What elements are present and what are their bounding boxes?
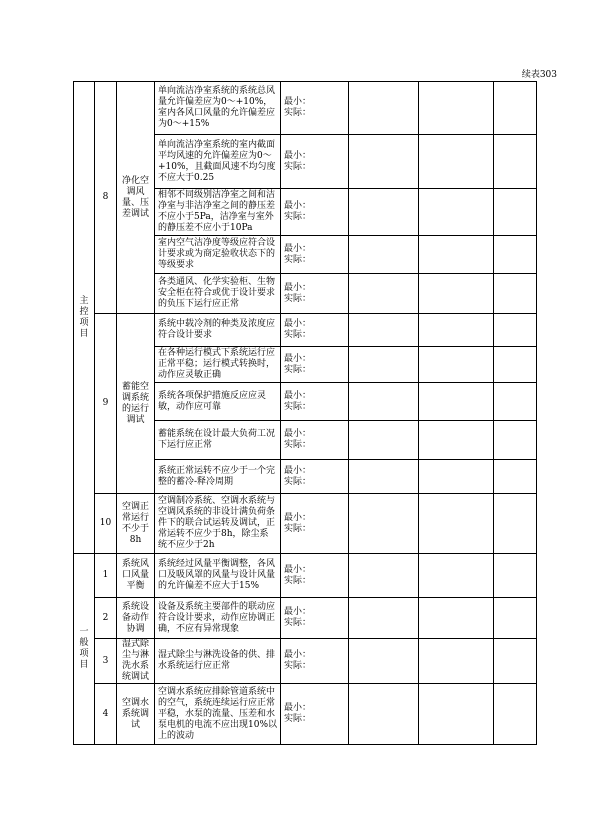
item-number: 8 (95, 82, 117, 314)
requirement-text: 空调制冷系统、空调水系统与空调风系统的非设计满负荷条件下的联合试运转及调试，正常运转不应少于8h，除尘系统不应少于2h (155, 494, 281, 554)
section-title-text: 主控项目 (79, 295, 89, 339)
min-label: 最小： (284, 703, 312, 713)
min-label: 最小： (284, 353, 312, 364)
result-cell-a[interactable] (349, 189, 419, 236)
result-cell-b[interactable] (419, 383, 494, 421)
actual-label: 实际： (284, 254, 312, 265)
section-title-text: 一般项目 (79, 627, 89, 670)
actual-label: 实际： (284, 618, 312, 628)
result-cell-b[interactable] (419, 189, 494, 236)
measurement-cell[interactable] (281, 383, 349, 421)
item-number: 10 (95, 494, 117, 554)
result-cell-c[interactable] (494, 236, 537, 274)
actual-label: 实际： (284, 364, 312, 375)
item-name: 空调正常运行不少于8h (117, 494, 155, 554)
actual-label: 实际： (284, 212, 312, 222)
requirement-text: 各类通风、化学实验柜、生物安全柜在符合或优于设计要求的负压下运行应正常 (155, 274, 281, 314)
result-cell-c[interactable] (494, 494, 537, 554)
result-cell-b[interactable] (419, 554, 494, 598)
requirement-text: 系统中载冷剂的种类及浓度应符合设计要求 (155, 314, 281, 347)
item-name: 湿式除尘与淋洗水系统调试 (117, 639, 155, 684)
measurement-cell[interactable] (281, 347, 349, 383)
result-cell-b[interactable] (419, 639, 494, 684)
table-row (74, 554, 537, 598)
table-row (74, 598, 537, 639)
actual-label: 实际： (284, 661, 312, 671)
item-name: 系统设备动作协调 (117, 598, 155, 639)
result-cell-a[interactable] (349, 684, 419, 745)
result-cell-c[interactable] (494, 460, 537, 494)
min-label: 最小： (284, 390, 312, 401)
measurement-cell[interactable] (281, 684, 349, 745)
requirement-text: 空调水系统应排除管道系统中的空气，系统连续运行应正常平稳，水泵的流量、压差和水泵电机的电流不应出现10%以上的波动 (155, 684, 281, 745)
actual-label: 实际： (284, 476, 312, 487)
requirement-text: 系统各项保护措施反应应灵敏，动作应可靠 (155, 383, 281, 421)
result-cell-a[interactable] (349, 347, 419, 383)
result-cell-c[interactable] (494, 639, 537, 684)
table-row (74, 82, 537, 135)
measurement-cell[interactable] (281, 189, 349, 236)
item-number: 2 (95, 598, 117, 639)
requirement-text: 室内空气洁净度等级应符合设计要求或为商定验收状态下的等级要求 (155, 236, 281, 274)
measurement-cell[interactable] (281, 639, 349, 684)
requirement-text: 在各种运行模式下系统运行应正常平稳；运行模式转换时，动作应灵敏正确 (155, 347, 281, 383)
result-cell-c[interactable] (494, 421, 537, 460)
requirement-text: 湿式除尘与淋洗设备的供、排水系统运行应正常 (155, 639, 281, 684)
requirement-text: 单向流洁净室系统的系统总风量允许偏差应为0～+10%，室内各风口风量的允许偏差应为0～+15% (155, 82, 281, 135)
result-cell-a[interactable] (349, 554, 419, 598)
item-number: 3 (95, 639, 117, 684)
result-cell-b[interactable] (419, 494, 494, 554)
result-cell-c[interactable] (494, 314, 537, 347)
actual-label: 实际： (284, 523, 312, 534)
actual-label: 实际： (284, 108, 312, 118)
measurement-cell[interactable] (281, 460, 349, 494)
result-cell-b[interactable] (419, 347, 494, 383)
measurement-cell[interactable] (281, 598, 349, 639)
actual-label: 实际： (284, 401, 312, 412)
inspection-table (73, 81, 537, 745)
item-number: 4 (95, 684, 117, 745)
min-label: 最小： (284, 97, 312, 107)
requirement-text: 系统正常运转不应少于一个完整的蓄冷-释冷周期 (155, 460, 281, 494)
result-cell-b[interactable] (419, 82, 494, 135)
measurement-cell[interactable] (281, 82, 349, 135)
measurement-cell[interactable] (281, 274, 349, 314)
result-cell-b[interactable] (419, 460, 494, 494)
result-cell-a[interactable] (349, 421, 419, 460)
result-cell-a[interactable] (349, 598, 419, 639)
requirement-text: 设备及系统主要部件的联动应符合设计要求，动作应协调正确，不应有异常现象 (155, 598, 281, 639)
min-label: 最小： (284, 607, 312, 617)
min-label: 最小： (284, 650, 312, 660)
measurement-cell[interactable] (281, 135, 349, 189)
result-cell-c[interactable] (494, 135, 537, 189)
result-cell-b[interactable] (419, 598, 494, 639)
min-label: 最小： (284, 319, 312, 329)
result-cell-c[interactable] (494, 598, 537, 639)
result-cell-b[interactable] (419, 236, 494, 274)
requirement-text: 系统经过风量平衡调整，各风口及吸风罩的风量与设计风量的允许偏差不应大于15% (155, 554, 281, 598)
result-cell-c[interactable] (494, 82, 537, 135)
requirement-text: 相邻不同级别洁净室之间和洁净室与非洁净室之间的静压差不应小于5Pa，洁净室与室外的静压差不应小于10Pa (155, 189, 281, 236)
result-cell-a[interactable] (349, 135, 419, 189)
item-name: 系统风口风量平衡 (117, 554, 155, 598)
requirement-text: 单向流洁净室系统的室内截面平均风速的允许偏差应为0～+10%，且截面风速不均匀度不应大于0.25 (155, 135, 281, 189)
result-cell-a[interactable] (349, 274, 419, 314)
result-cell-a[interactable] (349, 236, 419, 274)
item-name: 净化空调风量、压差调试 (117, 82, 155, 314)
min-label: 最小： (284, 243, 312, 254)
result-cell-b[interactable] (419, 421, 494, 460)
result-cell-a[interactable] (349, 460, 419, 494)
table-row (74, 494, 537, 554)
measurement-cell[interactable] (281, 554, 349, 598)
measurement-cell[interactable] (281, 494, 349, 554)
min-label: 最小： (284, 201, 312, 211)
result-cell-a[interactable] (349, 314, 419, 347)
actual-label: 实际： (284, 161, 312, 172)
result-cell-c[interactable] (494, 554, 537, 598)
result-cell-a[interactable] (349, 82, 419, 135)
min-label: 最小： (284, 150, 312, 161)
item-number: 9 (95, 314, 117, 494)
result-cell-b[interactable] (419, 135, 494, 189)
result-cell-c[interactable] (494, 274, 537, 314)
result-cell-b[interactable] (419, 274, 494, 314)
actual-label: 实际： (284, 293, 312, 304)
actual-label: 实际： (284, 575, 312, 586)
min-label: 最小： (284, 465, 312, 476)
min-label: 最小： (284, 564, 312, 575)
section-title (74, 554, 95, 745)
item-name: 蓄能空调系统的运行调试 (117, 314, 155, 494)
min-label: 最小： (284, 282, 312, 293)
requirement-text: 蓄能系统在设计最大负荷工况下运行应正常 (155, 421, 281, 460)
actual-label: 实际： (284, 330, 312, 340)
measurement-cell[interactable] (281, 421, 349, 460)
measurement-cell[interactable] (281, 236, 349, 274)
result-cell-a[interactable] (349, 383, 419, 421)
actual-label: 实际： (284, 440, 312, 450)
min-label: 最小： (284, 429, 312, 439)
measurement-cell[interactable] (281, 314, 349, 347)
result-cell-a[interactable] (349, 639, 419, 684)
item-name: 空调水系统调试 (117, 684, 155, 745)
section-title (74, 82, 95, 554)
min-label: 最小： (284, 512, 312, 523)
result-cell-a[interactable] (349, 494, 419, 554)
page-label: 续表303 (521, 70, 557, 80)
table-row (74, 684, 537, 745)
result-cell-c[interactable] (494, 383, 537, 421)
result-cell-c[interactable] (494, 347, 537, 383)
result-cell-b[interactable] (419, 684, 494, 745)
actual-label: 实际： (284, 714, 312, 724)
table-row (74, 314, 537, 347)
result-cell-c[interactable] (494, 684, 537, 745)
result-cell-b[interactable] (419, 314, 494, 347)
result-cell-c[interactable] (494, 189, 537, 236)
item-number: 1 (95, 554, 117, 598)
table-row (74, 639, 537, 684)
